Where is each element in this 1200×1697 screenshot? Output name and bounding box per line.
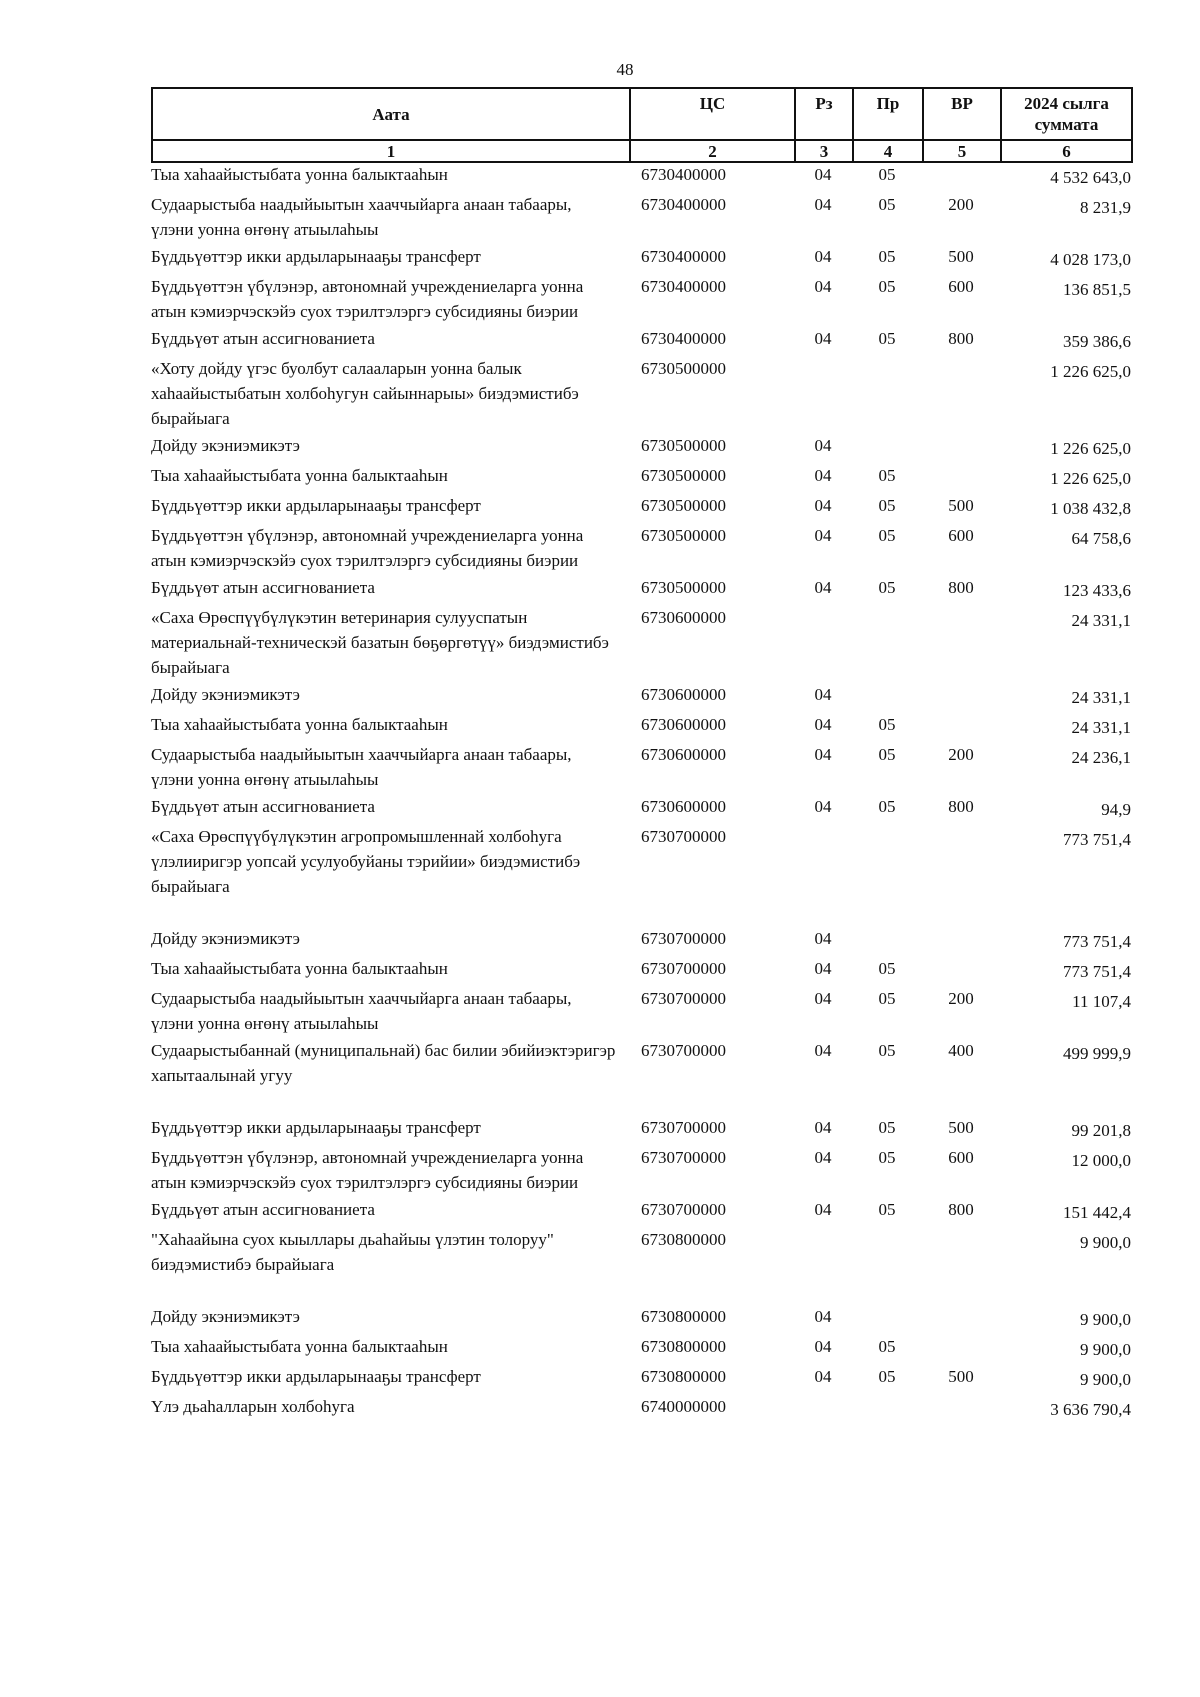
table-row <box>151 493 1131 521</box>
row-name: "Хаһаайына суох кыыллары дьаһайыы үлэтин толоруу" биэдэмистибэ бырайыага <box>151 1230 554 1274</box>
row-pr: 05 <box>878 578 896 597</box>
row-amount: 9 900,0 <box>1080 1233 1131 1252</box>
row-rz: 04 <box>814 715 832 734</box>
row-name: «Хоту дойду үгэс буолбут салааларын уонна балык хаһаайыстыбатын холбоһугун сайыннарыы» биэдэмистибэ бырайыага <box>151 359 579 428</box>
header-num-1: 1 <box>152 140 630 162</box>
table-row <box>151 824 1131 899</box>
row-vr: 800 <box>948 578 974 597</box>
row-cs: 6730700000 <box>641 827 726 846</box>
row-pr <box>852 356 922 431</box>
row-name: Тыа хаһаайыстыбата уонна балыктааһын <box>151 165 448 184</box>
row-pr: 05 <box>878 526 896 545</box>
row-amount: 94,9 <box>1101 800 1131 819</box>
row-cs: 6730400000 <box>641 329 726 348</box>
table-row <box>151 463 1131 491</box>
row-amount: 3 636 790,4 <box>1050 1400 1131 1419</box>
table-row <box>151 1304 1131 1332</box>
row-name: Тыа хаһаайыстыбата уонна балыктааһын <box>151 959 448 978</box>
table-row <box>151 162 1131 190</box>
row-vr: 800 <box>948 329 974 348</box>
row-name: Бүддьүөттэр икки ардыларынааҕы трансферт <box>151 1367 481 1386</box>
header-num-4: 4 <box>853 140 923 162</box>
row-rz: 04 <box>814 959 832 978</box>
row-pr: 05 <box>878 247 896 266</box>
row-amount: 24 331,1 <box>1071 718 1131 737</box>
row-amount: 9 900,0 <box>1080 1310 1131 1329</box>
row-pr <box>852 1304 922 1332</box>
row-vr <box>922 1304 1000 1332</box>
row-cs: 6730500000 <box>641 526 726 545</box>
row-rz <box>794 1394 852 1422</box>
table-row <box>151 274 1131 324</box>
row-pr: 05 <box>878 989 896 1008</box>
row-pr: 05 <box>878 797 896 816</box>
table-row <box>151 926 1131 954</box>
row-pr <box>852 926 922 954</box>
header-cs: ЦС <box>630 88 795 140</box>
row-name: Судаарыстыба наадыйыытын хааччыйарга анаан табаары, үлэни уонна өҥөнү атыылаһыы <box>151 745 572 789</box>
row-rz: 04 <box>814 329 832 348</box>
table-row <box>151 1115 1131 1143</box>
table-row <box>151 192 1131 242</box>
row-cs: 6730700000 <box>641 1200 726 1219</box>
row-rz <box>794 824 852 899</box>
table-row <box>151 1334 1131 1362</box>
row-name: «Саха Өрөспүүбүлүкэтин ветеринария сулууспатын материальнай-техническэй базатын бөҕөргөтүү» биэдэмистибэ бырайыага <box>151 608 609 677</box>
row-pr: 05 <box>878 466 896 485</box>
row-pr: 05 <box>878 1118 896 1137</box>
row-amount: 12 000,0 <box>1071 1151 1131 1170</box>
row-amount: 4 532 643,0 <box>1050 168 1131 187</box>
header-vr: ВР <box>923 88 1001 140</box>
table-row <box>151 575 1131 603</box>
row-name: Бүддьүөттэн үбүлэнэр, автономнай учреждениеларга уонна атын кэмиэрчэскэйэ суох тэрилтэлэргэ субсидияны биэрии <box>151 526 584 570</box>
row-rz: 04 <box>814 578 832 597</box>
row-name: Дойду экэниэмикэтэ <box>151 685 300 704</box>
row-cs: 6730400000 <box>641 277 726 296</box>
row-pr: 05 <box>878 496 896 515</box>
row-cs: 6730400000 <box>641 165 726 184</box>
row-pr <box>852 682 922 710</box>
row-rz: 04 <box>814 685 832 704</box>
row-vr: 600 <box>948 526 974 545</box>
row-cs: 6730700000 <box>641 929 726 948</box>
row-rz: 04 <box>814 195 832 214</box>
header-num-3: 3 <box>795 140 853 162</box>
table-header <box>151 87 1133 163</box>
row-name: Судаарыстыба наадыйыытын хааччыйарга анаан табаары, үлэни уонна өҥөнү атыылаһыы <box>151 195 572 239</box>
row-amount: 64 758,6 <box>1071 529 1131 548</box>
row-vr <box>922 824 1000 899</box>
row-rz: 04 <box>814 1118 832 1137</box>
row-vr <box>922 956 1000 984</box>
row-rz <box>794 605 852 680</box>
table-row <box>151 1197 1131 1225</box>
row-name: Бүддьүөттэн үбүлэнэр, автономнай учреждениеларга уонна атын кэмиэрчэскэйэ суох тэрилтэлэргэ субсидияны биэрии <box>151 1148 584 1192</box>
row-rz <box>794 356 852 431</box>
row-vr: 600 <box>948 1148 974 1167</box>
row-vr <box>922 682 1000 710</box>
row-amount: 773 751,4 <box>1063 932 1131 951</box>
row-cs: 6730700000 <box>641 1148 726 1167</box>
row-name: Бүддьүөт атын ассигнованиета <box>151 797 375 816</box>
header-rz: Рз <box>795 88 853 140</box>
row-vr <box>922 926 1000 954</box>
row-rz: 04 <box>814 277 832 296</box>
table-row <box>151 605 1131 680</box>
row-vr: 200 <box>948 745 974 764</box>
row-cs: 6730700000 <box>641 959 726 978</box>
row-cs: 6730600000 <box>641 608 726 627</box>
row-vr <box>922 433 1000 461</box>
row-rz: 04 <box>814 797 832 816</box>
row-name: Бүддьүөттэр икки ардыларынааҕы трансферт <box>151 496 481 515</box>
row-cs: 6730600000 <box>641 685 726 704</box>
row-name: Бүддьүөттэр икки ардыларынааҕы трансферт <box>151 1118 481 1137</box>
row-amount: 1 226 625,0 <box>1050 469 1131 488</box>
row-rz: 04 <box>814 1337 832 1356</box>
row-name: Бүддьүөт атын ассигнованиета <box>151 1200 375 1219</box>
row-cs: 6730600000 <box>641 745 726 764</box>
row-vr: 400 <box>948 1041 974 1060</box>
row-vr: 200 <box>948 989 974 1008</box>
row-name: Бүддьүөт атын ассигнованиета <box>151 578 375 597</box>
table-row <box>151 326 1131 354</box>
row-cs: 6730700000 <box>641 1118 726 1137</box>
row-name: Тыа хаһаайыстыбата уонна балыктааһын <box>151 466 448 485</box>
table-row <box>151 1038 1131 1088</box>
row-vr <box>922 1394 1000 1422</box>
header-aata: Аата <box>152 88 630 140</box>
row-cs: 6730800000 <box>641 1307 726 1326</box>
row-pr: 05 <box>878 329 896 348</box>
row-amount: 9 900,0 <box>1080 1340 1131 1359</box>
row-amount: 359 386,6 <box>1063 332 1131 351</box>
row-rz: 04 <box>814 989 832 1008</box>
row-vr <box>922 1227 1000 1277</box>
row-pr: 05 <box>878 745 896 764</box>
row-pr: 05 <box>878 1367 896 1386</box>
row-cs: 6730600000 <box>641 797 726 816</box>
row-amount: 1 226 625,0 <box>1050 362 1131 381</box>
row-vr <box>922 712 1000 740</box>
row-cs: 6730800000 <box>641 1337 726 1356</box>
row-name: Тыа хаһаайыстыбата уонна балыктааһын <box>151 715 448 734</box>
row-vr <box>922 162 1000 190</box>
table-row <box>151 712 1131 740</box>
row-vr <box>922 605 1000 680</box>
header-pr: Пр <box>853 88 923 140</box>
row-rz: 04 <box>814 165 832 184</box>
row-name: Тыа хаһаайыстыбата уонна балыктааһын <box>151 1337 448 1356</box>
row-rz: 04 <box>814 1041 832 1060</box>
row-amount: 499 999,9 <box>1063 1044 1131 1063</box>
row-amount: 1 226 625,0 <box>1050 439 1131 458</box>
row-vr <box>922 356 1000 431</box>
row-pr <box>852 1227 922 1277</box>
row-cs: 6730800000 <box>641 1367 726 1386</box>
row-pr <box>852 433 922 461</box>
table-row <box>151 523 1131 573</box>
row-name: Үлэ дьаһалларын холбоһуга <box>151 1397 355 1416</box>
table-row <box>151 1364 1131 1392</box>
row-rz: 04 <box>814 1200 832 1219</box>
row-vr: 800 <box>948 1200 974 1219</box>
row-rz: 04 <box>814 247 832 266</box>
row-pr: 05 <box>878 1148 896 1167</box>
row-vr: 600 <box>948 277 974 296</box>
row-rz: 04 <box>814 466 832 485</box>
row-pr <box>852 1394 922 1422</box>
row-amount: 4 028 173,0 <box>1050 250 1131 269</box>
row-cs: 6730600000 <box>641 715 726 734</box>
row-cs: 6730700000 <box>641 1041 726 1060</box>
header-num-6: 6 <box>1001 140 1132 162</box>
row-amount: 99 201,8 <box>1071 1121 1131 1140</box>
row-amount: 1 038 432,8 <box>1050 499 1131 518</box>
header-sum: 2024 сылга суммата <box>1001 88 1132 140</box>
row-name: Судаарыстыба наадыйыытын хааччыйарга анаан табаары, үлэни уонна өҥөнү атыылаһыы <box>151 989 572 1033</box>
row-rz <box>794 1227 852 1277</box>
row-cs: 6730400000 <box>641 195 726 214</box>
table-row <box>151 244 1131 272</box>
row-pr <box>852 605 922 680</box>
row-amount: 151 442,4 <box>1063 1203 1131 1222</box>
row-name: Дойду экэниэмикэтэ <box>151 436 300 455</box>
row-vr: 500 <box>948 1367 974 1386</box>
row-amount: 24 331,1 <box>1071 688 1131 707</box>
row-name: «Саха Өрөспүүбүлүкэтин агропромышленнай холбоһуга үлэлииригэр уопсай усулуобуйаны тэрийии» биэдэмистибэ бырайыага <box>151 827 581 896</box>
row-amount: 9 900,0 <box>1080 1370 1131 1389</box>
row-amount: 8 231,9 <box>1080 198 1131 217</box>
row-cs: 6740000000 <box>641 1397 726 1416</box>
table-row <box>151 1145 1131 1195</box>
row-name: Дойду экэниэмикэтэ <box>151 929 300 948</box>
row-pr: 05 <box>878 715 896 734</box>
row-rz: 04 <box>814 1367 832 1386</box>
row-rz: 04 <box>814 496 832 515</box>
row-name: Судаарыстыбаннай (муниципальнай) бас билии эбийиэктэригэр хапытаалынай угуу <box>151 1041 616 1085</box>
row-pr: 05 <box>878 1337 896 1356</box>
row-rz: 04 <box>814 929 832 948</box>
row-pr: 05 <box>878 165 896 184</box>
row-pr <box>852 824 922 899</box>
row-vr: 500 <box>948 1118 974 1137</box>
table-row <box>151 956 1131 984</box>
row-cs: 6730500000 <box>641 496 726 515</box>
row-name: Бүддьүөт атын ассигнованиета <box>151 329 375 348</box>
row-rz: 04 <box>814 526 832 545</box>
row-amount: 773 751,4 <box>1063 962 1131 981</box>
row-vr: 500 <box>948 247 974 266</box>
row-cs: 6730700000 <box>641 989 726 1008</box>
row-cs: 6730500000 <box>641 466 726 485</box>
row-vr <box>922 1334 1000 1362</box>
row-vr <box>922 463 1000 491</box>
row-pr: 05 <box>878 195 896 214</box>
row-cs: 6730800000 <box>641 1230 726 1249</box>
table-row <box>151 1394 1131 1422</box>
row-amount: 773 751,4 <box>1063 830 1131 849</box>
row-rz: 04 <box>814 436 832 455</box>
page-number: 48 <box>616 60 634 79</box>
row-cs: 6730400000 <box>641 247 726 266</box>
row-vr: 200 <box>948 195 974 214</box>
table-row <box>151 742 1131 792</box>
table-row <box>151 1227 1131 1277</box>
header-num-5: 5 <box>923 140 1001 162</box>
table-row <box>151 682 1131 710</box>
row-amount: 136 851,5 <box>1063 280 1131 299</box>
row-amount: 123 433,6 <box>1063 581 1131 600</box>
table-row <box>151 433 1131 461</box>
row-rz: 04 <box>814 1148 832 1167</box>
row-rz: 04 <box>814 745 832 764</box>
row-pr: 05 <box>878 277 896 296</box>
header-num-2: 2 <box>630 140 795 162</box>
row-name: Бүддьүөттэр икки ардыларынааҕы трансферт <box>151 247 481 266</box>
row-amount: 24 331,1 <box>1071 611 1131 630</box>
row-name: Дойду экэниэмикэтэ <box>151 1307 300 1326</box>
row-pr: 05 <box>878 959 896 978</box>
row-pr: 05 <box>878 1200 896 1219</box>
row-cs: 6730500000 <box>641 436 726 455</box>
row-rz: 04 <box>814 1307 832 1326</box>
row-amount: 24 236,1 <box>1071 748 1131 767</box>
row-vr: 500 <box>948 496 974 515</box>
row-cs: 6730500000 <box>641 578 726 597</box>
table-row <box>151 356 1131 431</box>
row-name: Бүддьүөттэн үбүлэнэр, автономнай учреждениеларга уонна атын кэмиэрчэскэйэ суох тэрилтэлэргэ субсидияны биэрии <box>151 277 584 321</box>
row-cs: 6730500000 <box>641 359 726 378</box>
row-amount: 11 107,4 <box>1072 992 1131 1011</box>
table-row <box>151 794 1131 822</box>
row-vr: 800 <box>948 797 974 816</box>
row-pr: 05 <box>878 1041 896 1060</box>
table-row <box>151 986 1131 1036</box>
table-body <box>151 162 1131 1424</box>
